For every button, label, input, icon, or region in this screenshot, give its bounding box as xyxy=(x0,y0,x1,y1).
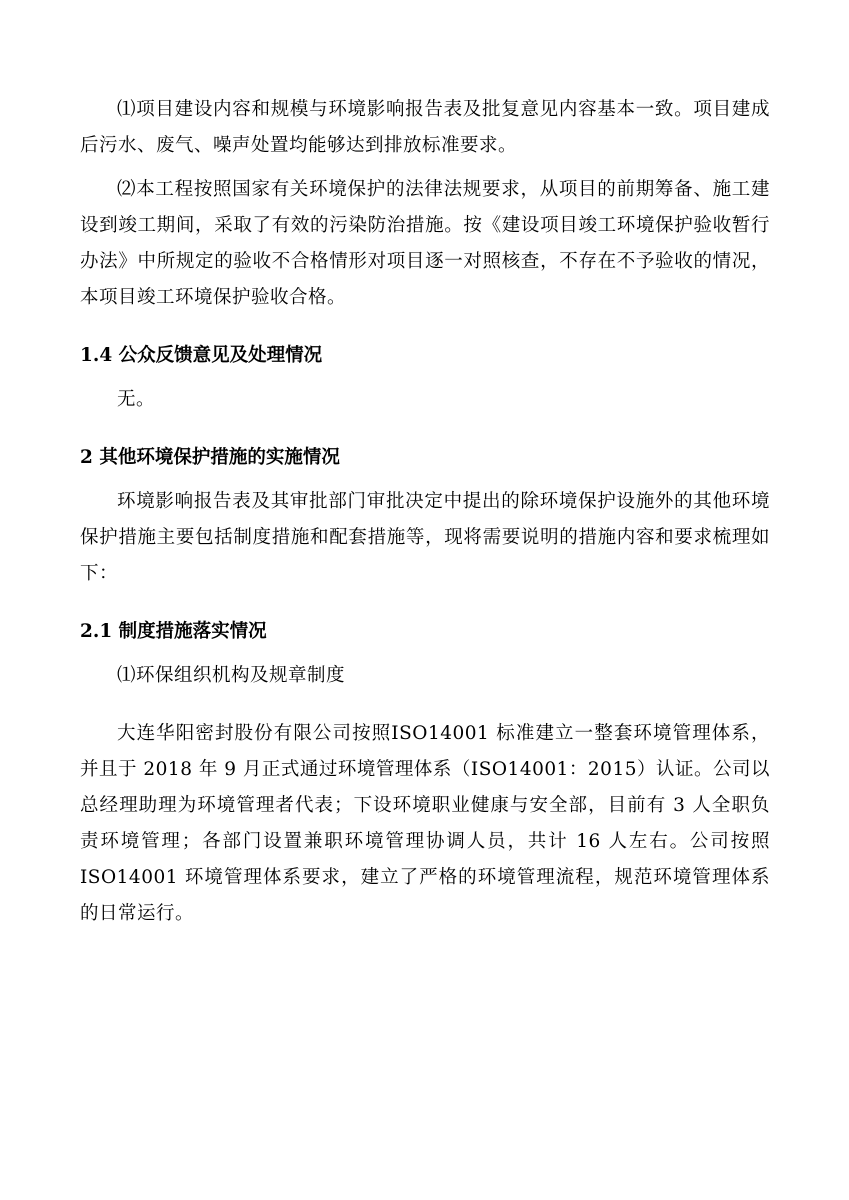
paragraph-org-structure: ⑴环保组织机构及规章制度 xyxy=(117,665,346,686)
paragraph-iso14001: 大连华阳密封股份有限公司按照ISO14001 标准建立一整套环境管理体系，并且于 2018 年 9 月正式通过环境管理体系（ISO14001：2015）认证。公司以总经理助理为环境管理者代表；下设环境职业健康与安全部，目前有 3 人全职负责环境管理；各部门设置兼职环境管理协调人员，共计 16 人左右。公司按照ISO14001 环境管理体系要求，建立了严格的环境管理流程，规范环境管理体系的日常运行。 xyxy=(80,723,770,924)
heading-2: 2 其他环境保护措施的实施情况 xyxy=(80,447,340,468)
paragraph-none: 无。 xyxy=(117,389,156,410)
paragraph-other-measures: 环境影响报告表及其审批部门审批决定中提出的除环境保护设施外的其他环境保护措施主要包括制度措施和配套措施等，现将需要说明的措施内容和要求梳理如下： xyxy=(80,491,770,584)
heading-2-1: 2.1 制度措施落实情况 xyxy=(80,621,267,642)
paragraph-conclusion-1: ⑴项目建设内容和规模与环境影响报告表及批复意见内容基本一致。项目建成后污水、废气、噪声处置均能够达到排放标准要求。 xyxy=(80,99,770,156)
heading-1-4: 1.4 公众反馈意见及处理情况 xyxy=(80,345,323,366)
paragraph-conclusion-2: ⑵本工程按照国家有关环境保护的法律法规要求，从项目的前期筹备、施工建设到竣工期间，采取了有效的污染防治措施。按《建设项目竣工环境保护验收暂行办法》中所规定的验收不合格情形对项目逐一对照核查，不存在不予验收的情况，本项目竣工环境保护验收合格。 xyxy=(80,179,770,308)
document-page xyxy=(80,92,770,932)
